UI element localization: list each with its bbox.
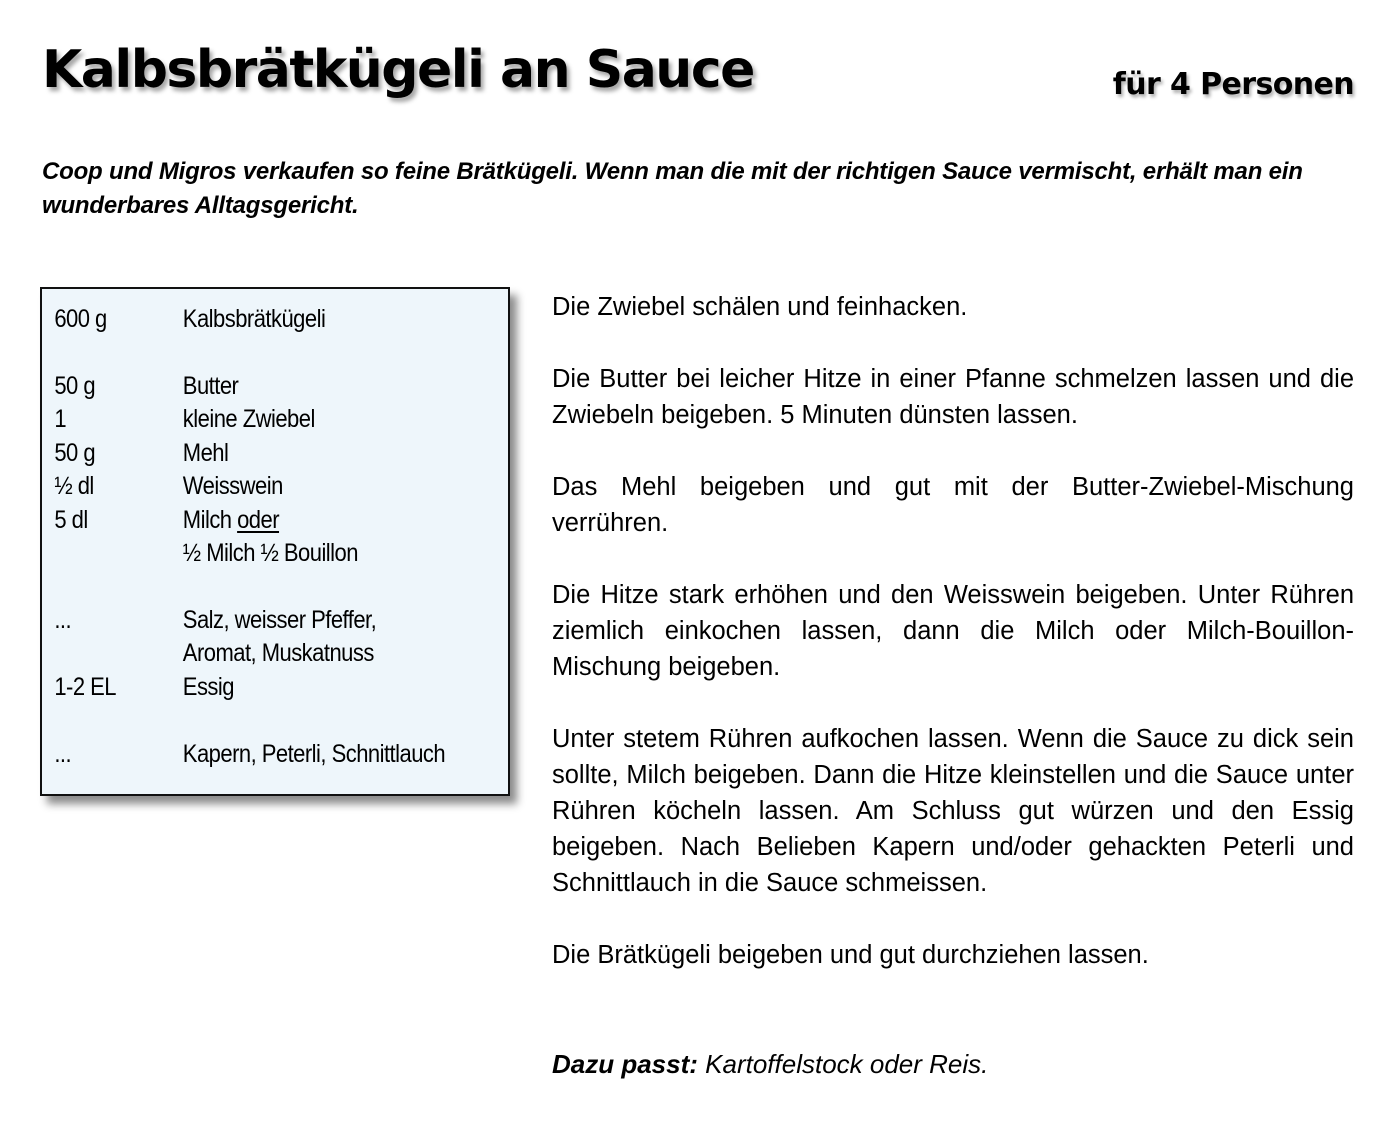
instruction-step: Das Mehl beigeben und gut mit der Butter-Zwiebel-Mischung verrühren. xyxy=(552,473,1354,537)
ingredient-name: Salz, weisser Pfeffer, xyxy=(182,606,377,634)
ingredients-box xyxy=(40,287,510,796)
ingredient-qty: 5 dl xyxy=(54,506,88,534)
ingredient-name xyxy=(183,506,279,535)
ingredient-name-text: Milch xyxy=(182,506,232,534)
ingredient-row xyxy=(42,639,452,673)
ingredient-row xyxy=(42,673,452,707)
ingredient-row xyxy=(42,740,452,774)
ingredient-name: Weisswein xyxy=(182,472,283,500)
instruction-step: Die Brätkügeli beigeben und gut durchziehen lassen. xyxy=(552,941,1149,969)
serving-suggestion xyxy=(552,1046,988,1082)
ingredient-qty: 1 xyxy=(54,405,67,433)
ingredient-name: kleine Zwiebel xyxy=(182,405,315,433)
instructions xyxy=(552,289,1354,1009)
ingredient-row xyxy=(42,506,452,540)
ingredient-qty: 1-2 EL xyxy=(54,673,116,701)
instruction-step: Die Zwiebel schälen und feinhacken. xyxy=(552,293,968,321)
ingredient-qty: ½ dl xyxy=(54,472,94,500)
ingredient-row xyxy=(42,472,452,506)
ingredient-name: Kapern, Peterli, Schnittlauch xyxy=(182,740,446,768)
ingredient-row xyxy=(42,606,452,640)
ingredient-name: Mehl xyxy=(182,439,229,467)
ingredient-qty: 50 g xyxy=(54,372,96,400)
ingredient-row xyxy=(42,439,452,473)
ingredient-row xyxy=(42,372,452,406)
ingredient-qty: 50 g xyxy=(54,439,96,467)
ingredient-row xyxy=(42,305,452,339)
serving-suggestion-text: Kartoffelstock oder Reis. xyxy=(705,1049,989,1079)
ingredient-name: ½ Milch ½ Bouillon xyxy=(182,539,358,567)
instruction-step: Die Butter bei leicher Hitze in einer Pfanne schmelzen lassen und die Zwiebeln beigeben. 5 Minuten dünsten lassen. xyxy=(552,365,1354,429)
intro-text: Coop und Migros verkaufen so feine Brätkügeli. Wenn man die mit der richtigen Sauce vermischt, erhält man ein wunderbares Alltagsgericht. xyxy=(42,158,1303,219)
instruction-step: Die Hitze stark erhöhen und den Weisswein beigeben. Unter Rühren ziemlich einkochen lassen, dann die Milch oder Milch-Bouillon-Mischung beigeben. xyxy=(552,581,1354,681)
ingredient-name: Essig xyxy=(182,673,234,701)
ingredient-row xyxy=(42,405,452,439)
ingredient-row xyxy=(42,539,452,573)
ingredient-qty: ... xyxy=(54,740,72,768)
ingredient-qty: ... xyxy=(54,606,72,634)
serving-suggestion-label: Dazu passt: xyxy=(552,1049,698,1079)
ingredient-name-suffix: oder xyxy=(237,506,280,534)
servings-label: für 4 Personen xyxy=(1112,67,1354,102)
ingredient-name: Aromat, Muskatnuss xyxy=(182,639,374,667)
ingredient-name: Kalbsbrätkügeli xyxy=(182,305,326,333)
instruction-step: Unter stetem Rühren aufkochen lassen. Wenn die Sauce zu dick sein sollte, Milch beigeben. Dann die Hitze kleinstellen und die Sauce unter Rühren köcheln lassen. Am Schluss gut würzen und den Essig beigeben. Nach Belieben Kapern und/oder gehackten Peterli und Schnittlauch in die Sauce schmeissen. xyxy=(552,725,1354,897)
ingredient-name: Butter xyxy=(182,372,239,400)
recipe-title: Kalbsbrätkügeli an Sauce xyxy=(42,40,754,100)
ingredient-qty: 600 g xyxy=(54,305,107,333)
